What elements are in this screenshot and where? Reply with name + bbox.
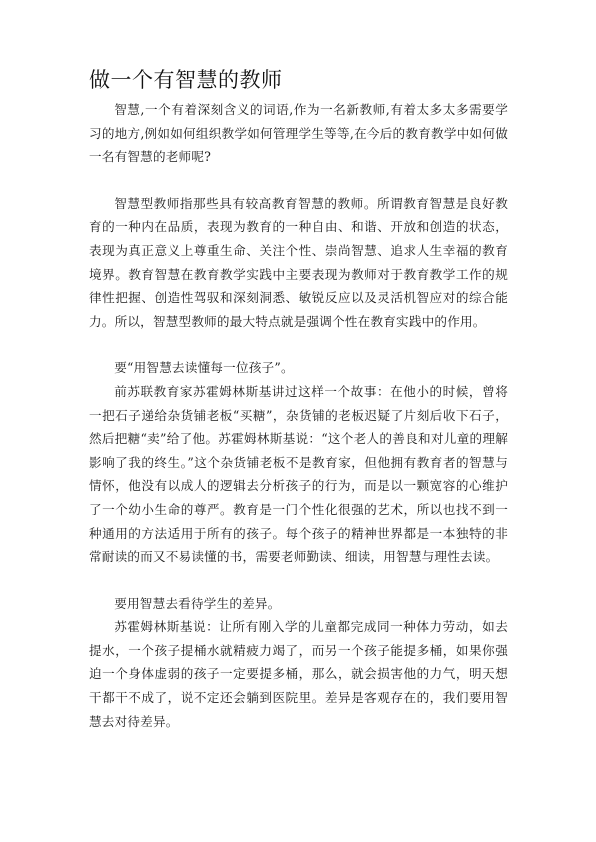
story-paragraph: 前苏联教育家苏霍姆林斯基讲过这样一个故事：在他小的时候，曾将一把石子递给杂货铺老板“买糖”，杂货铺的老板迟疑了片刻后收下石子，然后把糖“卖”给了他。苏霍姆林斯基说：“这个老人的善良和对儿童的理解影响了我的终生。”这个杂货铺老板不是教育家，但他拥有教育者的智慧与情怀，他没有以成人的逻辑去分析孩子的行为，而是以一颗宽容的心维护了一个幼小生命的尊严。教育是一门个性化很强的艺术，所以也找不到一种通用的方法适用于所有的孩子。每个孩子的精神世界都是一本独特的非常耐读的而又不易读懂的书，需要老师勤读、细读，用智慧与理性去读。: [89, 383, 508, 565]
section-heading-student-differences: 要用智慧去看待学生的差异。: [114, 595, 281, 611]
paragraph-spacer: [89, 169, 508, 192]
section-heading-understand-children: 要“用智慧去读懂每一位孩子”。: [114, 360, 294, 376]
definition-paragraph: 智慧型教师指那些具有较高教育智慧的教师。所谓教育智慧是良好教育的一种内在品质，表现为教育的一种自由、和谐、开放和创造的状态，表现为真正意义上尊重生命、关注个性、崇尚智慧、追求人生幸福的教育境界。教育智慧在教育教学实践中主要表现为教师对于教育教学工作的规律性把握、创造性驾驭和深刻洞悉、敏锐反应以及灵活机智应对的综合能力。所以，智慧型教师的最大特点就是强调个性在教育实践中的作用。: [89, 195, 508, 329]
differences-paragraph: 苏霍姆林斯基说：让所有刚入学的儿童都完成同一种体力劳动，如去提水，一个孩子提桶水就精疲力竭了，而另一个孩子能提多桶，如果你强迫一个身体虚弱的孩子一定要提多桶，那么，就会损害他的力气，明天想干都干不成了，说不定还会躺到医院里。差异是客观存在的，我们要用智慧去对待差异。: [89, 619, 508, 729]
document-title: 做一个有智慧的教师: [89, 68, 283, 92]
paragraph-spacer: [89, 569, 508, 592]
intro-paragraph: 智慧,一个有着深刻含义的词语,作为一名新教师,有着太多太多需要学习的地方,例如如何组织教学如何管理学生等等,在今后的教育教学中如何做一名有智慧的老师呢?: [89, 102, 508, 165]
paragraph-spacer: [89, 333, 508, 356]
